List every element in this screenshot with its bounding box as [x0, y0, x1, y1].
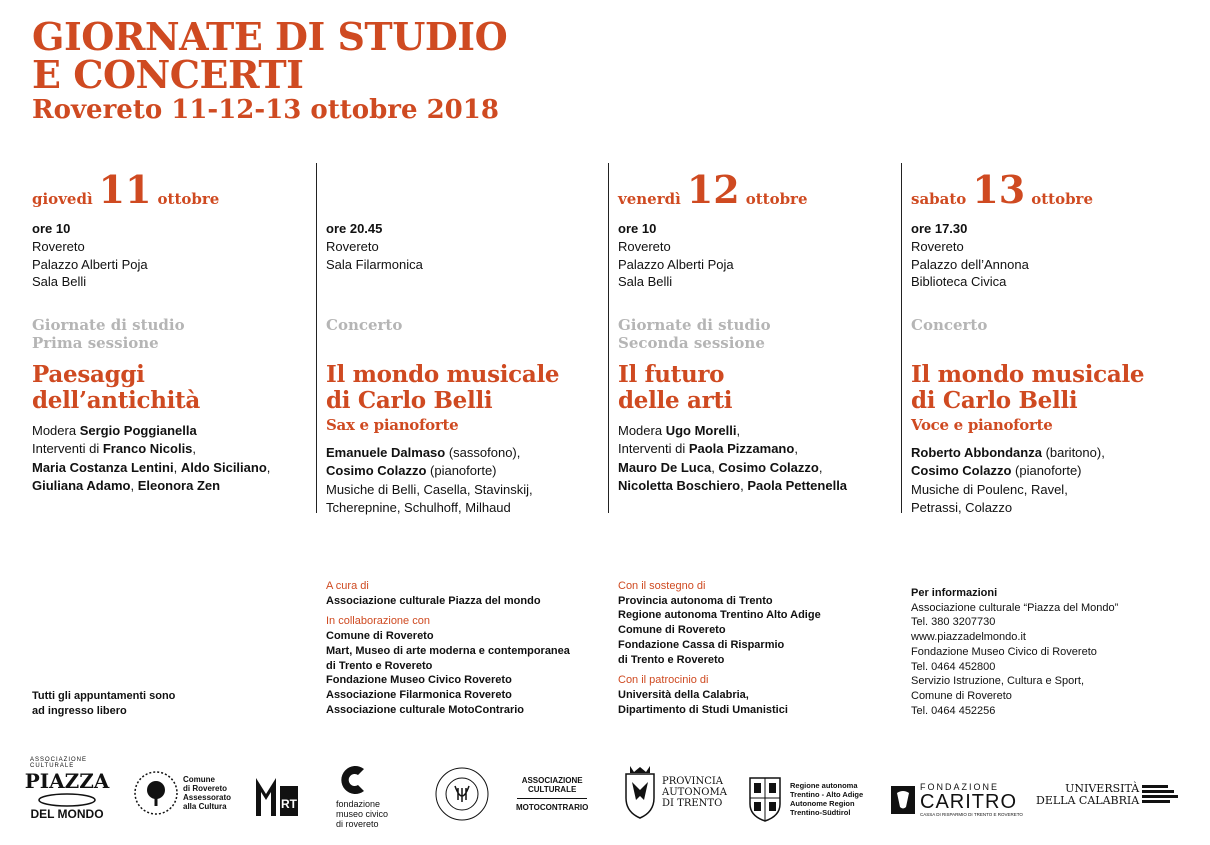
support-line: Regione autonoma Trentino Alto Adige — [618, 609, 821, 622]
logo-text: FONDAZIONE — [920, 782, 1000, 792]
logo-text: di rovereto — [336, 819, 379, 829]
support-line: Comune di Rovereto — [618, 624, 726, 637]
event-time: ore 10 — [618, 221, 657, 236]
performer-name: Roberto Abbondanza — [911, 445, 1042, 460]
collab-label: In collaborazione con — [326, 615, 430, 628]
category-line: Giornate di studio — [618, 316, 771, 334]
event-title — [911, 362, 1144, 436]
day-heading — [32, 158, 312, 210]
event-title — [326, 362, 559, 436]
curated-label: A cura di — [326, 580, 369, 592]
collab-line: Fondazione Museo Civico Rovereto — [326, 674, 512, 687]
collab-line: Associazione culturale MotoContrario — [326, 703, 525, 716]
performer-name: Emanuele Dalmaso — [326, 445, 446, 460]
speaker-name: Paola Pettenella — [747, 477, 848, 493]
place-line: Sala Belli — [32, 274, 87, 289]
event-title-line: Il futuro — [618, 361, 725, 388]
day-number: 11 — [98, 167, 152, 212]
info-label: Per informazioni — [911, 587, 998, 599]
logo-text: CULTURALE — [528, 785, 577, 794]
event-category — [618, 316, 771, 352]
speaker-name: Maria Costanza Lentini — [32, 459, 174, 475]
event-place — [32, 238, 148, 291]
lyre-seal-icon — [434, 766, 490, 822]
page-title — [32, 14, 592, 126]
credits-organizers — [326, 579, 570, 717]
logo-text: AUTONOMA — [662, 786, 727, 798]
performer-role: (baritono), — [1041, 445, 1105, 460]
logo-text: CASSA DI RISPARMIO DI TRENTO E ROVERETO — [920, 812, 1023, 817]
day-heading — [618, 158, 898, 210]
logo-text: MOTOCONTRARIO — [516, 803, 589, 812]
unical-stripes-icon — [1142, 783, 1178, 807]
title-line-1: GIORNATE DI STUDIO — [32, 14, 508, 59]
day-weekday: venerdì — [618, 190, 681, 208]
day-month: ottobre — [745, 190, 808, 208]
day-heading — [911, 158, 1191, 210]
day-column-2 — [326, 158, 606, 515]
regional-crest-icon — [748, 776, 782, 822]
speaker-name: Paola Pizzamano — [688, 441, 795, 457]
event-category — [911, 316, 987, 334]
support-line: Fondazione Cassa di Risparmio — [618, 638, 785, 651]
speakers-prefix: Interventi di — [32, 441, 103, 457]
day-number: 13 — [972, 167, 1026, 212]
program-line: Tcherepnine, Schulhoff, Milhaud — [326, 499, 511, 515]
event-place — [326, 238, 423, 273]
event-time: ore 17.30 — [911, 221, 968, 236]
day-month: ottobre — [1031, 190, 1094, 208]
event-place — [618, 238, 734, 291]
performer-role: (sassofono), — [445, 445, 521, 460]
info-line: Tel. 380 3207730 — [911, 616, 996, 629]
logo-text: di Rovereto — [183, 784, 228, 793]
logo-text: museo civico — [336, 809, 389, 819]
universita-calabria-logo — [1036, 783, 1178, 807]
event-time: ore 10 — [32, 221, 71, 236]
program-line: Musiche di Poulenc, Ravel, — [911, 481, 1068, 497]
support-line: Provincia autonoma di Trento — [618, 594, 773, 607]
event-title — [618, 362, 732, 414]
event-title — [32, 362, 200, 414]
contact-info — [911, 586, 1118, 718]
title-line-3: Rovereto 11-12-13 ottobre 2018 — [32, 95, 499, 125]
collab-line: Comune di Rovereto — [326, 630, 434, 643]
title-line-2: E CONCERTI — [32, 52, 304, 97]
logo-text: Assessorato — [183, 793, 232, 802]
event-time: ore 20.45 — [326, 221, 383, 236]
speaker-name: Cosimo Colazzo — [718, 459, 819, 475]
museo-c-icon — [336, 763, 370, 797]
eagle-crest-icon — [622, 764, 658, 820]
category-line: Giornate di studio — [32, 316, 185, 334]
logo-text: DI TRENTO — [662, 797, 723, 809]
logo-text: Regione autonoma — [790, 781, 858, 790]
logo-text: ASSOCIAZIONE CULTURALE — [30, 757, 88, 769]
credits-sponsors — [618, 579, 821, 717]
info-line: Fondazione Museo Civico di Rovereto — [911, 645, 1097, 658]
event-title-line: dell’antichità — [32, 387, 200, 414]
place-line: Rovereto — [911, 239, 964, 254]
museo-civico-logo — [336, 763, 388, 829]
event-title-line: Il mondo musicale — [911, 361, 1145, 388]
logo-text: Trentino - Alto Adige — [790, 790, 864, 799]
event-category — [32, 316, 185, 352]
logo-text: alla Cultura — [183, 802, 227, 811]
place-line: Sala Filarmonica — [326, 256, 423, 272]
program-line: Musiche di Belli, Casella, Stavinskij, — [326, 481, 533, 497]
free-entry-note — [32, 689, 175, 718]
place-line: Palazzo Alberti Poja — [618, 256, 734, 272]
logo-text: fondazione — [336, 799, 381, 809]
info-line: Associazione culturale “Piazza del Mondo” — [911, 601, 1119, 614]
day-number: 12 — [686, 167, 740, 212]
svg-text:RT: RT — [281, 797, 297, 811]
support-label: Con il sostegno di — [618, 580, 706, 592]
performer-name: Cosimo Colazzo — [911, 463, 1012, 479]
place-line: Sala Belli — [618, 274, 673, 289]
place-line: Rovereto — [618, 239, 671, 254]
category-line: Seconda sessione — [618, 334, 765, 352]
support-line: di Trento e Rovereto — [618, 653, 725, 666]
speaker-name: Nicoletta Boschiero — [618, 477, 741, 493]
regione-trentino-logo — [748, 776, 863, 822]
logo-text: ASSOCIAZIONE — [521, 776, 583, 785]
speaker-name: Aldo Siciliano — [180, 459, 267, 475]
free-entry-line: ad ingresso libero — [32, 704, 127, 717]
free-entry-line: Tutti gli appuntamenti sono — [32, 690, 176, 702]
logo-text: PIAZZA — [24, 769, 110, 793]
speaker-name: Giuliana Adamo — [32, 477, 131, 493]
collab-line: Mart, Museo di arte moderna e contemporanea — [326, 644, 570, 657]
performer-role: (pianoforte) — [1011, 463, 1082, 479]
info-line: www.piazzadelmondo.it — [911, 631, 1026, 644]
moderator-name: Sergio Poggianella — [79, 423, 197, 438]
event-subtitle: Sax e pianoforte — [326, 416, 459, 434]
event-description: Modera Sergio Poggianella Interventi di Franco Nicolis, Maria Costanza Lentini, Aldo Siciliano, Giuliana Adamo, Eleonora Zen — [32, 423, 271, 493]
speakers-prefix: Interventi di — [618, 441, 689, 457]
patron-line: Dipartimento di Studi Umanistici — [618, 703, 788, 716]
caritro-mark-icon — [890, 785, 916, 815]
tree-seal-icon — [133, 770, 179, 816]
performer-name: Cosimo Colazzo — [326, 463, 427, 479]
mart-mark-icon — [254, 772, 300, 820]
place-line: Palazzo dell’Annona — [911, 256, 1029, 272]
category-line: Concerto — [911, 316, 988, 334]
place-line: Biblioteca Civica — [911, 274, 1007, 289]
filarmonica-logo — [434, 766, 490, 822]
info-line: Tel. 0464 452800 — [911, 660, 996, 673]
logo-text: DELLA CALABRIA — [1036, 794, 1140, 807]
logo-text: Comune — [183, 775, 215, 784]
info-line: Tel. 0464 452256 — [911, 704, 996, 717]
day-heading-empty — [326, 158, 606, 210]
mart-logo — [254, 772, 300, 820]
info-line: Servizio Istruzione, Cultura e Sport, — [911, 675, 1085, 688]
performer-role: (pianoforte) — [426, 463, 497, 479]
day-column-3 — [618, 158, 898, 493]
event-title-line: Paesaggi — [32, 361, 145, 388]
logo-text: CARITRO — [920, 791, 1017, 813]
comune-rovereto-logo — [133, 770, 231, 816]
program-line: Petrassi, Colazzo — [911, 499, 1013, 515]
event-title-line: Il mondo musicale — [326, 361, 560, 388]
event-title-line: di Carlo Belli — [326, 387, 493, 414]
collab-line: di Trento e Rovereto — [326, 659, 433, 672]
moderator-prefix: Modera — [32, 423, 80, 438]
caritro-logo — [890, 782, 1023, 818]
day-column-4 — [911, 158, 1191, 515]
event-title-line: delle arti — [618, 387, 733, 414]
day-weekday: giovedì — [32, 190, 93, 208]
place-line: Rovereto — [32, 239, 85, 254]
logo-text: Trentino-Südtirol — [790, 808, 851, 817]
speaker-name: Franco Nicolis — [102, 441, 193, 457]
info-line: Comune di Rovereto — [911, 689, 1012, 702]
motocontrario-logo — [516, 776, 588, 812]
event-description — [326, 444, 616, 517]
logo-text: DEL MONDO — [30, 807, 104, 821]
place-line: Rovereto — [326, 239, 379, 254]
speaker-name: Eleonora Zen — [137, 477, 221, 493]
event-title-line: di Carlo Belli — [911, 387, 1078, 414]
speaker-name: Mauro De Luca — [618, 459, 712, 475]
moderator-name: Ugo Morelli — [665, 423, 737, 438]
category-line: Concerto — [326, 316, 403, 334]
event-description: Modera Ugo Morelli, Interventi di Paola Pizzamano, Mauro De Luca, Cosimo Colazzo, Nicoletta Boschiero, Paola Pettenella — [618, 423, 848, 493]
event-place — [911, 238, 1029, 291]
event-subtitle: Voce e pianoforte — [911, 416, 1053, 434]
place-line: Palazzo Alberti Poja — [32, 256, 148, 272]
patron-line: Università della Calabria, — [618, 688, 749, 701]
logo-text: PROVINCIA — [662, 775, 724, 787]
day-weekday: sabato — [911, 190, 967, 208]
patron-label: Con il patrocinio di — [618, 674, 709, 687]
logo-text: UNIVERSITÀ — [1065, 782, 1140, 795]
moderator-prefix: Modera — [618, 423, 666, 438]
event-description — [911, 444, 1201, 517]
collab-line: Associazione Filarmonica Rovereto — [326, 688, 512, 701]
day-month: ottobre — [157, 190, 220, 208]
piazza-oval-icon — [37, 793, 97, 807]
day-column-1 — [32, 158, 312, 493]
category-line: Prima sessione — [32, 334, 159, 352]
curated-value: Associazione culturale Piazza del mondo — [326, 594, 541, 607]
event-category — [326, 316, 402, 334]
piazza-del-mondo-logo — [24, 752, 110, 826]
logo-text: Autonome Region — [790, 799, 855, 808]
provincia-trento-logo — [622, 764, 727, 820]
